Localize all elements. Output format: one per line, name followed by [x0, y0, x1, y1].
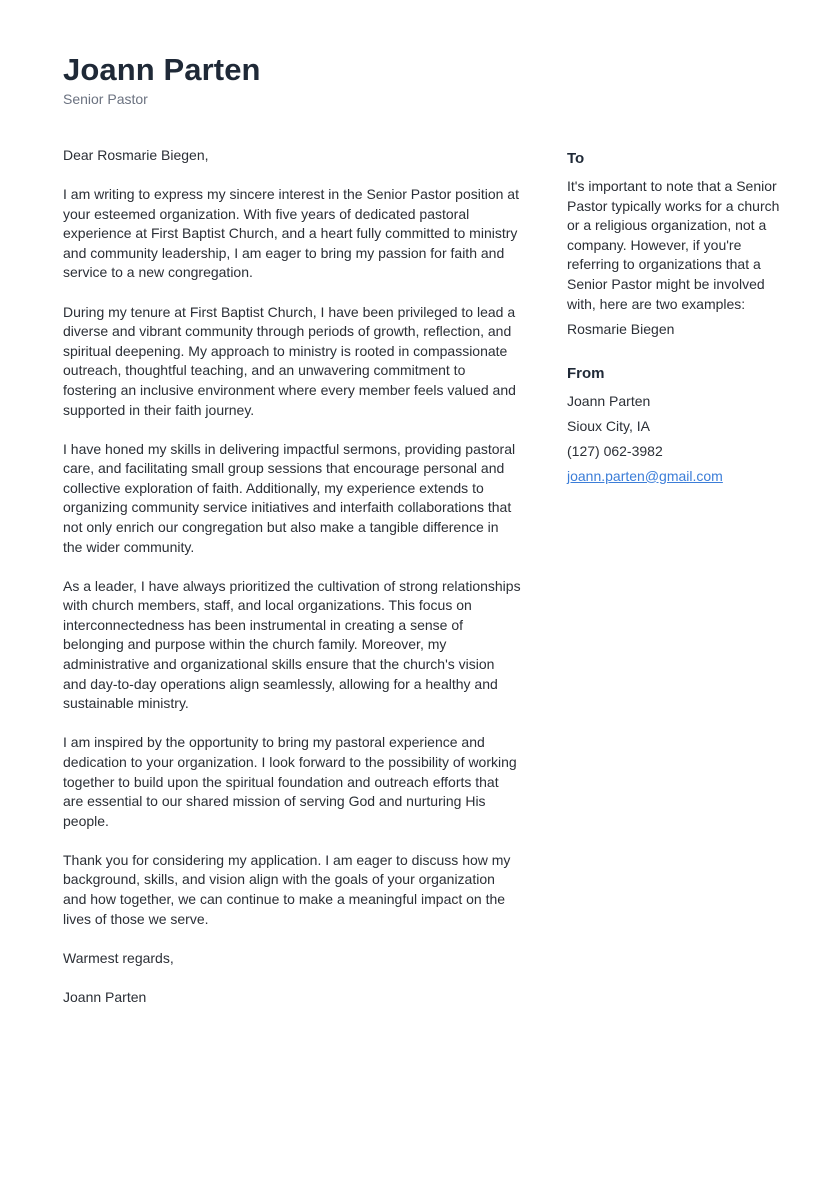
salutation: Dear Rosmarie Biegen, — [63, 147, 209, 163]
to-heading: To — [567, 150, 585, 167]
sender-location: Sioux City, IA — [567, 417, 650, 434]
recipient-note: It's important to note that a Senior Pastor typically works for a church or a religious organization, not a company. However, if you're referring to organizations that a Senior Pastor might be involved with, here are two examples: — [567, 178, 780, 312]
sender-name-heading: Joann Parten — [63, 52, 261, 87]
body-paragraph: I am inspired by the opportunity to bring my pastoral experience and dedication to your organization. I look forward to the possibility of working together to build upon the spiritual foundation and outreach efforts that are essential to our shared mission of serving God and nurturing His people. — [63, 734, 517, 829]
body-paragraph: As a leader, I have always prioritized the cultivation of strong relationships with church members, staff, and local organizations. This focus on interconnectedness has been instrumental in creating a sense of belonging and purpose within the church family. Moreover, my administrative and organizational skills ensure that the church's vision and day-to-day operations align seamlessly, allowing for a healthy and sustainable ministry. — [63, 577, 521, 712]
sender-job-title: Senior Pastor — [63, 91, 148, 107]
signature: Joann Parten — [63, 988, 147, 1005]
sender-email-row — [567, 467, 787, 486]
body-paragraph: During my tenure at First Baptist Church, I have been privileged to lead a diverse and vibrant community through periods of growth, reflection, and spiritual deepening. My approach to ministry is rooted in compassionate outreach, thoughtful teaching, and an unwavering commitment to fostering an inclusive environment where every member feels valued and supported in their faith journey. — [63, 303, 516, 418]
body-paragraph: Thank you for considering my application. I am eager to discuss how my background, skills, and vision align with the goals of your organization and how together, we can continue to make a meaningful impact on the lives of those we serve. — [63, 851, 511, 927]
sender-name: Joann Parten — [567, 392, 651, 409]
sender-phone: (127) 062-3982 — [567, 442, 663, 459]
closing: Warmest regards, — [63, 949, 174, 966]
body-paragraph: I am writing to express my sincere interest in the Senior Pastor position at your esteemed organization. With five years of dedicated pastoral experience at First Baptist Church, and a heart fully committed to ministry and community leadership, I am eager to bring my passion for faith and service to a new congregation. — [63, 186, 519, 281]
contact-sidebar — [567, 146, 787, 486]
sender-email-link[interactable]: joann.parten@gmail.com — [567, 467, 723, 484]
from-heading: From — [567, 364, 605, 382]
body-paragraph: I have honed my skills in delivering impactful sermons, providing pastoral care, and facilitating small group sessions that encourage personal and collective exploration of faith. Additionally, my experience extends to organizing community service initiatives and interfaith collaborations that not only enrich our congregation but also make a tangible difference in the wider community. — [63, 440, 516, 555]
recipient-name: Rosmarie Biegen — [567, 321, 675, 338]
letter-header — [63, 50, 763, 108]
letter-body — [63, 146, 521, 1027]
